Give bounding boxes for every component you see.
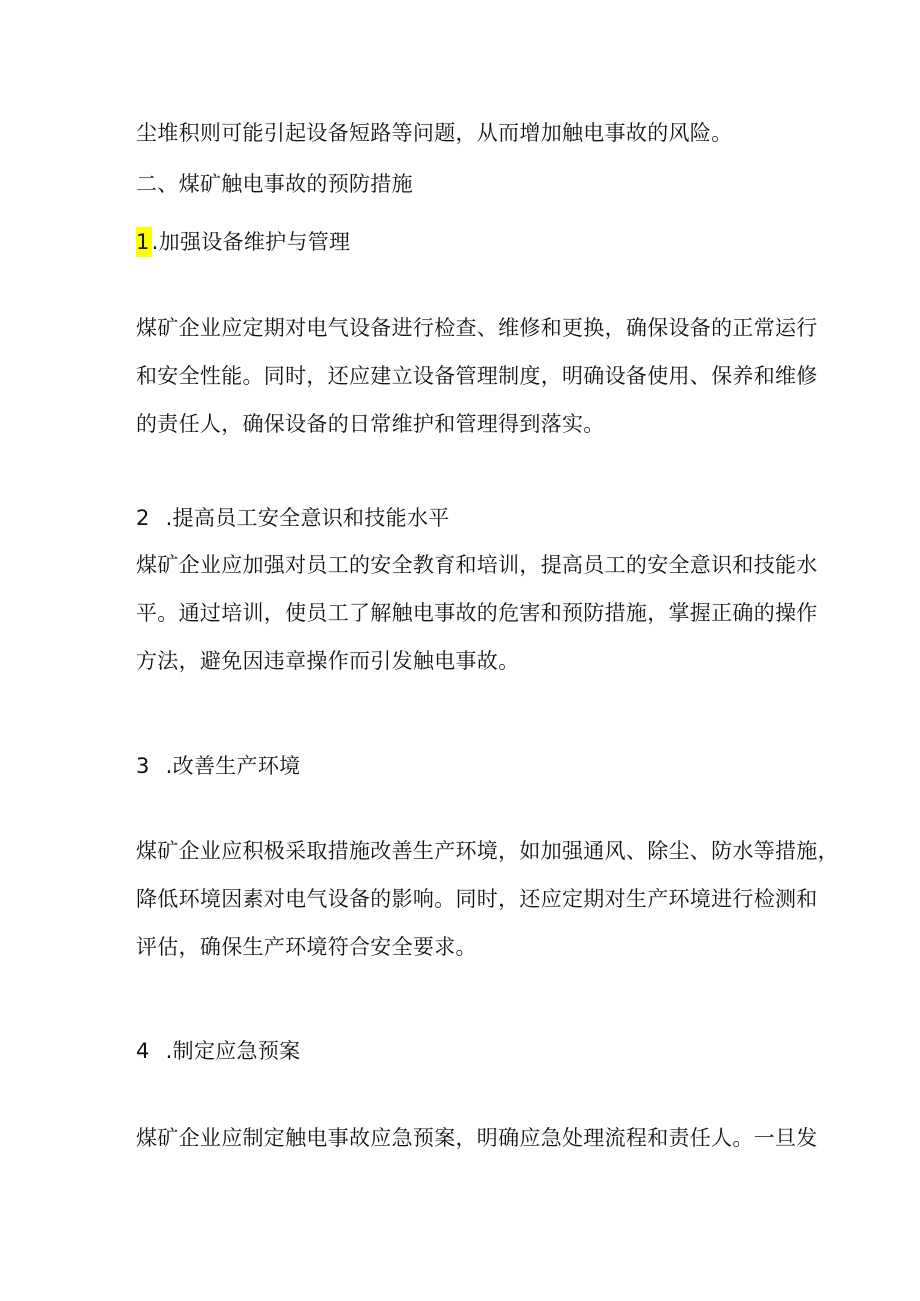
item-heading-text: .制定应急预案 xyxy=(165,1039,301,1063)
paragraph-line: 和安全性能。同时，还应建立设备管理制度，明确设备使用、保养和维修 xyxy=(136,364,818,388)
paragraph-1-line-1 xyxy=(136,313,818,343)
paragraph-2-line-2 xyxy=(136,598,818,628)
paragraph-line: 降低环境因素对电气设备的影响。同时，还应定期对生产环境进行检测和 xyxy=(136,887,818,911)
paragraph-3-line-1 xyxy=(136,836,839,866)
paragraph-line: 的责任人，确保设备的日常维护和管理得到落实。 xyxy=(136,412,605,436)
paragraph-3-line-2 xyxy=(136,884,818,914)
paragraph-line: 煤矿企业应定期对电气设备进行检查、维修和更换，确保设备的正常运行 xyxy=(136,316,818,340)
item-number: 2 xyxy=(136,506,150,530)
paragraph-3-line-3 xyxy=(136,932,796,962)
item-heading-text: .加强设备维护与管理 xyxy=(151,230,351,254)
paragraph-line: 煤矿企业应积极采取措施改善生产环境，如加强通风、除尘、防水等措施， xyxy=(136,839,839,863)
item-heading-1 xyxy=(136,227,796,257)
paragraph-4-line-1 xyxy=(136,1123,818,1153)
paragraph-1-line-3 xyxy=(136,409,796,439)
paragraph-line: 方法，避免因违章操作而引发触电事故。 xyxy=(136,649,520,673)
item-heading-text: .改善生产环境 xyxy=(165,754,301,778)
paragraph-line: 评估，确保生产环境符合安全要求。 xyxy=(136,935,477,959)
paragraph-line: 煤矿企业应制定触电事故应急预案，明确应急处理流程和责任人。一旦发 xyxy=(136,1126,818,1150)
item-heading-2 xyxy=(136,503,796,533)
section-heading xyxy=(136,169,796,199)
paragraph-1-line-2 xyxy=(136,361,818,391)
paragraph-line: 煤矿企业应加强对员工的安全教育和培训，提高员工的安全意识和技能水 xyxy=(136,553,818,577)
item-heading-text: .提高员工安全意识和技能水平 xyxy=(165,506,450,530)
item-heading-3 xyxy=(136,751,796,781)
paragraph-2-line-1 xyxy=(136,550,818,580)
item-number-highlighted: 1 xyxy=(136,227,152,257)
paragraph-2-line-3 xyxy=(136,646,796,676)
item-heading-4 xyxy=(136,1036,796,1066)
item-number: 3 xyxy=(136,754,150,778)
paragraph-line: 尘堆积则可能引起设备短路等问题，从而增加触电事故的风险。 xyxy=(136,121,733,145)
paragraph-line: 平。通过培训，使员工了解触电事故的危害和预防措施，掌握正确的操作 xyxy=(136,601,818,625)
paragraph-continuation xyxy=(136,118,796,148)
item-number: 4 xyxy=(136,1039,150,1063)
section-heading-text: 二、煤矿触电事故的预防措施 xyxy=(136,172,413,196)
